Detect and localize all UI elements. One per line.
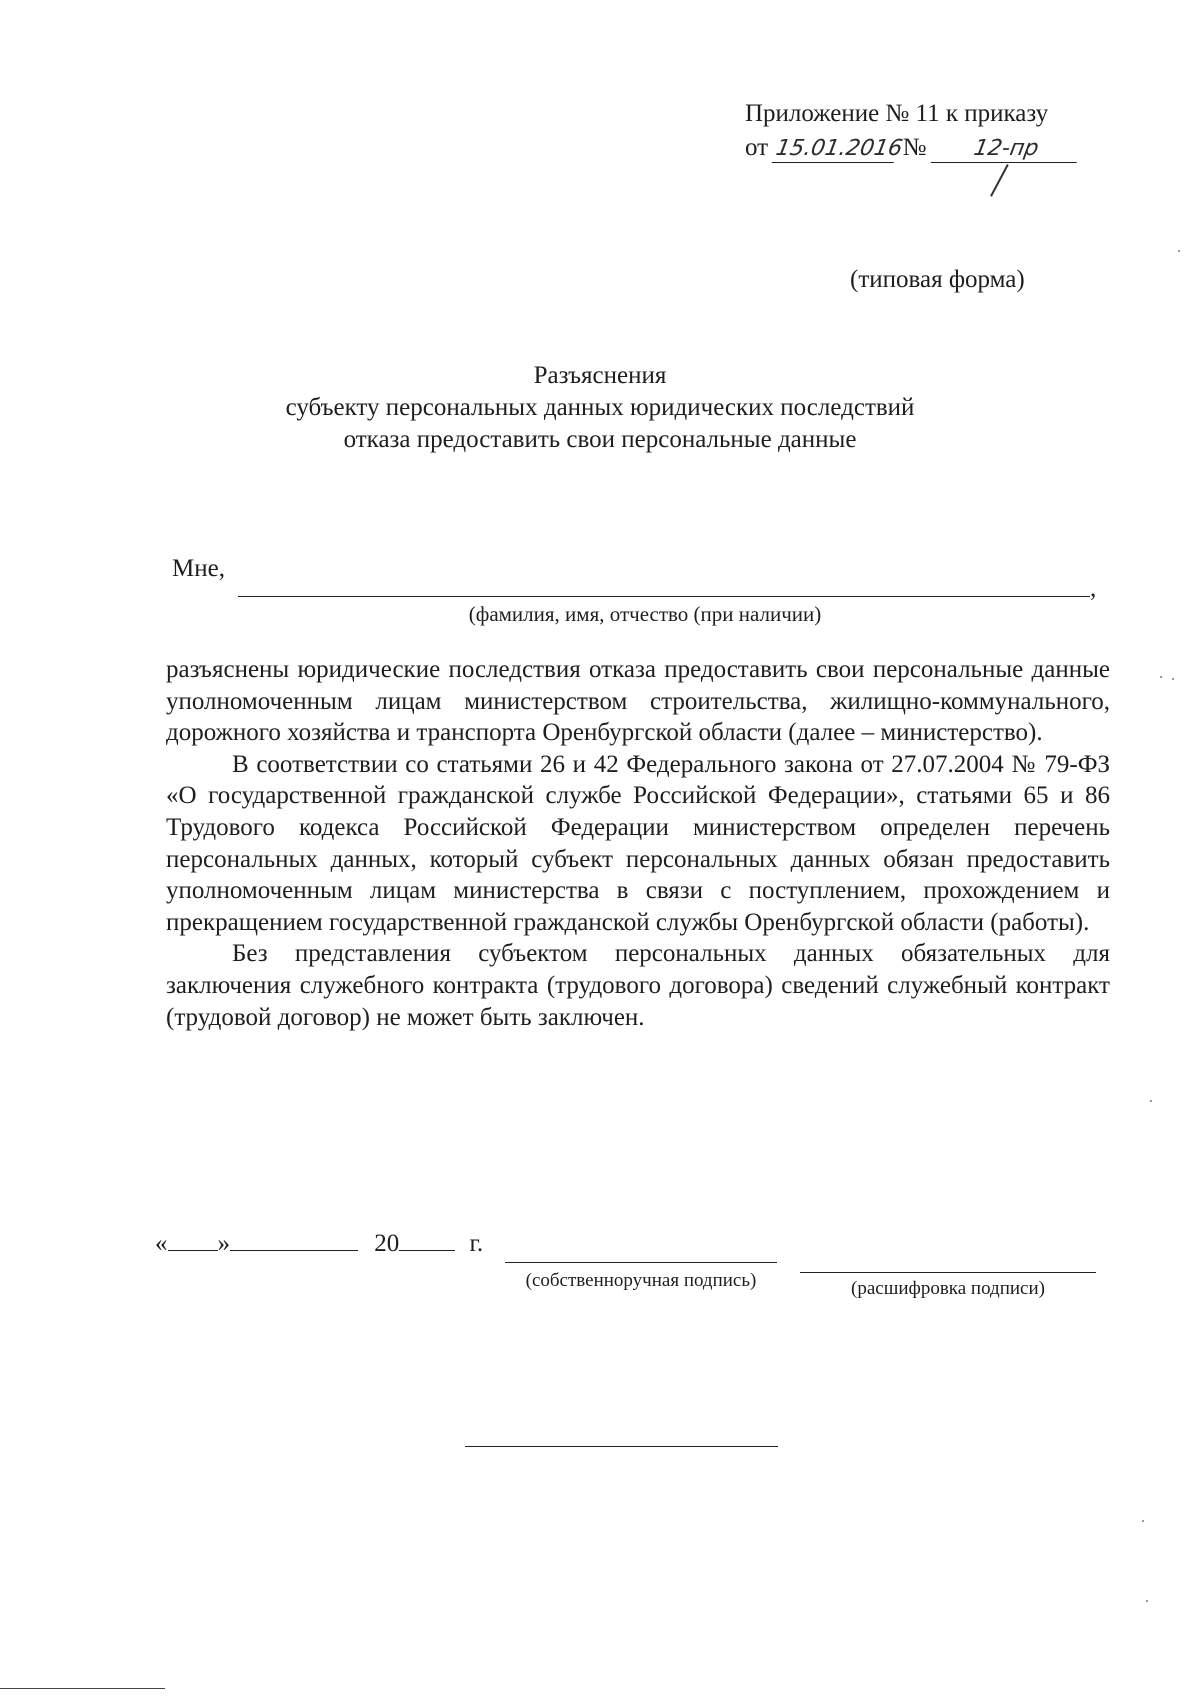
paragraph-3: Без представления субъектом персональных данных обязательных для заключения служебного контракта (трудового договора) сведений служебный контракт (трудовой договор) не может быть заключен.: [166, 940, 1110, 1031]
number-sign: №: [902, 134, 927, 161]
open-quote: «: [155, 1230, 168, 1257]
handwritten-order-date: 15.01.2016: [772, 136, 899, 163]
signature-decryption-caption: (расшифровка подписи): [851, 1278, 1045, 1299]
document-title: [0, 360, 1200, 456]
scan-speck: [1142, 1520, 1144, 1522]
corner-line: [0, 1688, 165, 1689]
own-signature-line: [505, 1262, 777, 1263]
paragraph-1: разъяснены юридические последствия отказа предоставить свои персональные данные уполномоченным лицам министерством строительства, жилищно-коммунального, дорожного хозяйства и транспорта Оренбургской области (далее – министерство).: [166, 656, 1110, 747]
scan-speck: [1146, 1600, 1148, 1602]
paragraph-2: В соответствии со статьями 26 и 42 Федерального закона от 27.07.2004 № 79-ФЗ «О государственной гражданской службе Российской Федерации», статьями 65 и 86 Трудового кодекса Российской Федерации министерством определен перечень персональных данных, который субъект персональных данных обязан предоставить уполномоченным лицам министерства в связи с поступлением, прохождением и прекращением государственной гражданской службы Оренбургской области (работы).: [166, 750, 1110, 936]
year-suffix: г.: [469, 1230, 484, 1257]
scan-speck: [1178, 250, 1180, 252]
appendix-reference: Приложение № 11 к приказу: [745, 100, 1049, 127]
appendix-header: [745, 97, 1079, 165]
full-name-caption: (фамилия, имя, отчество (при наличии): [468, 602, 822, 626]
close-quote: »: [217, 1230, 230, 1257]
scan-speck: [1150, 1100, 1152, 1102]
handwritten-stroke: [990, 164, 1009, 197]
title-line-3: отказа предоставить свои персональные данные: [343, 426, 857, 453]
full-name-comma: ,: [1090, 575, 1097, 602]
signature-decryption-line: [800, 1272, 1096, 1273]
full-name-field-line: [238, 596, 1090, 597]
year-prefix: 20: [374, 1230, 400, 1257]
to-me-label: Мне,: [172, 555, 225, 582]
day-blank: [168, 1228, 218, 1251]
from-prefix: от: [745, 134, 769, 161]
own-signature-caption: (собственноручная подпись): [525, 1270, 757, 1291]
signature-date-row: [155, 1228, 483, 1258]
scan-speck: [1172, 678, 1174, 680]
document-body: [166, 654, 1110, 1033]
bottom-blank-line: [465, 1446, 778, 1447]
handwritten-order-number: 12-пр: [930, 136, 1081, 163]
title-line-1: Разъяснения: [533, 362, 667, 389]
scan-speck: [1160, 676, 1162, 678]
form-type-label: (типовая форма): [850, 266, 1025, 293]
month-blank: [230, 1228, 358, 1251]
title-line-2: субъекту персональных данных юридических последствий: [285, 394, 915, 421]
year-blank: [399, 1228, 455, 1251]
order-date-number: [745, 131, 1079, 165]
